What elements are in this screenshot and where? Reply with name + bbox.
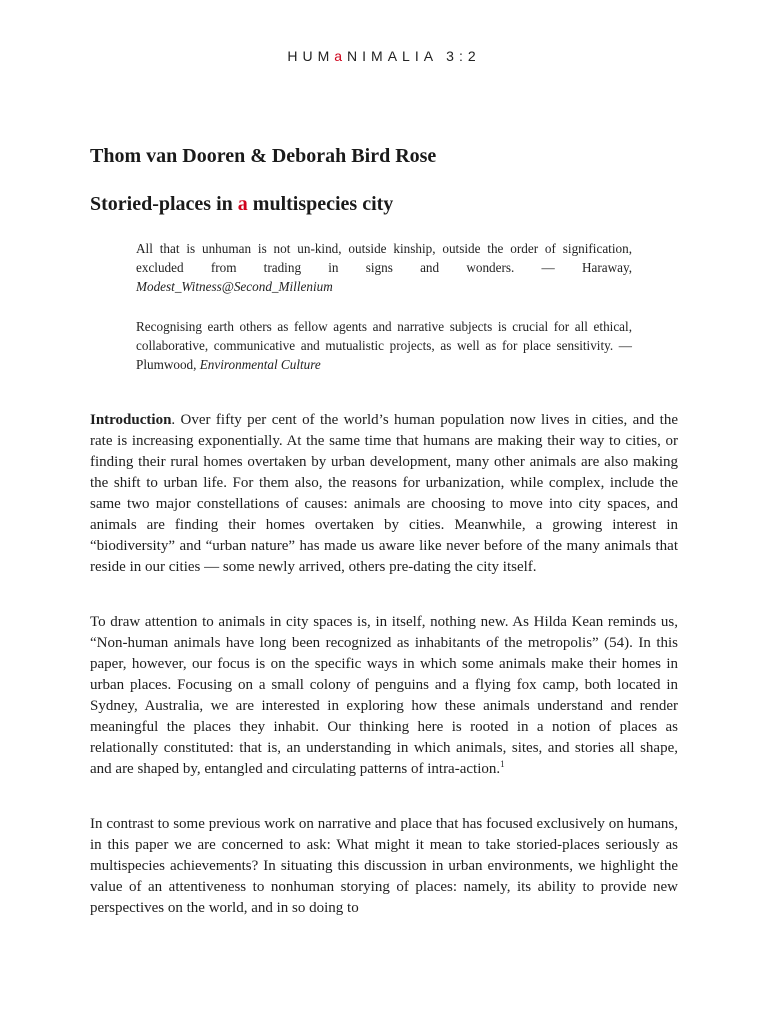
journal-header <box>0 48 768 64</box>
epigraph-source: Environmental Culture <box>199 357 321 372</box>
article-title <box>90 193 393 216</box>
title-accent: a <box>237 193 248 215</box>
epigraph-plumwood <box>136 317 632 374</box>
paragraph-text: . Over fifty per cent of the world’s human population now lives in cities, and the rate is increasing exponentially. At the same time that humans are making their way to cities, or finding their rural homes overtaken by urban development, many other animals are also making the shift to urban life. For them also, the reasons for urbanization, while complex, include the same two major constellations of causes: animals are choosing to move into city spaces, and animals are finding their homes overtaken by cities. Meanwhile, a growing interest in “biodiversity” and “urban nature” has made us aware like never before of the many animals that reside in our cities — some newly arrived, others pre-dating the city itself. <box>90 412 678 575</box>
journal-name-part: HUM <box>287 48 335 64</box>
body-paragraph <box>90 612 678 780</box>
title-part: multispecies city <box>247 193 394 215</box>
paragraph-text: In contrast to some previous work on narrative and place that has focused exclusively on humans, in this paper we are concerned to ask: What might it mean to take storied-places seriously as multispecies achievements? In situating this discussion in urban environments, we highlight the value of an attentiveness to nonhuman storying of places: namely, its ability to provide new perspectives on the world, and in so doing to <box>90 816 678 916</box>
epigraph-quote: Recognising earth others as fellow agents and narrative subjects is crucial for all ethical, collaborative, communicative and mutualistic projects, as well as for place sensitivity. — Plumwood, <box>136 319 632 372</box>
epigraph-quote: All that is unhuman is not un-kind, outside kinship, outside the order of signification, excluded from trading in signs and wonders. — Haraway, <box>136 241 632 275</box>
journal-name-accent: a <box>334 48 348 64</box>
body-paragraph <box>90 814 678 919</box>
epigraph-source: Modest_Witness@Second_Millenium <box>136 279 333 294</box>
journal-issue: NIMALIA 3:2 <box>347 48 481 64</box>
body-paragraph <box>90 410 678 578</box>
section-heading-introduction: Introduction <box>90 412 172 428</box>
title-part: Storied-places in <box>90 193 238 215</box>
epigraph-haraway <box>136 239 632 296</box>
article-authors: Thom van Dooren & Deborah Bird Rose <box>90 145 437 167</box>
footnote-marker[interactable]: 1 <box>500 759 505 769</box>
paragraph-text: To draw attention to animals in city spaces is, in itself, nothing new. As Hilda Kean reminds us, “Non-human animals have long been recognized as inhabitants of the metropolis” (54). In this paper, however, our focus is on the specific ways in which some animals make their homes in urban places. Focusing on a small colony of penguins and a flying fox camp, both located in Sydney, Australia, we are interested in exploring how these animals understand and render meaningful the places they inhabit. Our thinking here is rooted in a notion of places as relationally constituted: that is, an understanding in which animals, sites, and stories all shape, and are shaped by, entangled and circulating patterns of intra-action. <box>90 614 678 777</box>
